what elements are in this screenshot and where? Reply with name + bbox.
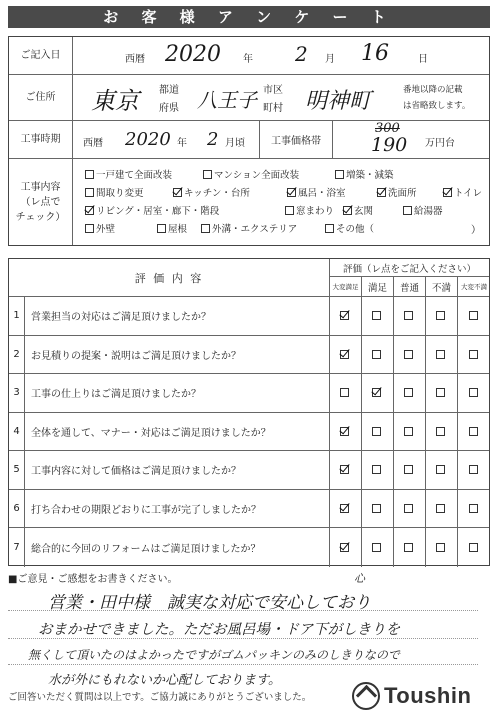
question-row (9, 451, 489, 490)
work-checkbox[interactable] (343, 206, 352, 215)
rating-cell (394, 451, 426, 489)
date-year-unit: 年 (243, 54, 253, 65)
period-row (9, 121, 489, 159)
rating-checkbox[interactable] (469, 427, 478, 436)
rating-checkbox[interactable] (404, 350, 413, 359)
rating-checkbox[interactable] (469, 350, 478, 359)
comment-line-3[interactable]: 無くして頂いたのはよかったですがゴムパッキンのみのしきりなので (28, 648, 400, 662)
work-item[interactable] (85, 203, 219, 217)
work-item[interactable] (377, 185, 417, 199)
period-month-unit: 月頃 (225, 138, 245, 149)
work-item[interactable] (343, 203, 373, 217)
date-month-unit: 月 (325, 54, 335, 65)
work-item-label: 給湯器 (414, 206, 443, 217)
price-value[interactable]: 190 (371, 134, 408, 156)
work-label (9, 159, 73, 245)
rating-cell (362, 528, 394, 567)
work-row (9, 159, 489, 245)
work-checkbox[interactable] (335, 170, 344, 179)
work-items (73, 159, 489, 245)
address-pref-bottom: 府県 (159, 103, 179, 114)
work-label-3: チェック） (15, 211, 66, 223)
rating-cell (426, 336, 458, 374)
question-number: 2 (9, 336, 25, 374)
address-row (9, 75, 489, 121)
rating-cell (426, 528, 458, 567)
survey-title: お 客 様 ア ン ケ ー ト (8, 6, 490, 28)
comment-label: ■ご意見・ご感想をお書きください。 (8, 574, 178, 585)
rating-cell (362, 413, 394, 451)
comment-correction: 心 (354, 572, 365, 585)
rating-cell (362, 297, 394, 335)
work-item-label: その他（ (336, 224, 375, 235)
question-text: 総合的に今回のリフォームはご満足頂けましたか？ (25, 528, 330, 567)
rating-header: 普通 (394, 277, 426, 296)
price-struck-value: 300 (375, 121, 400, 136)
address-city-value[interactable]: 八王子 (197, 88, 257, 112)
work-item[interactable] (157, 221, 187, 235)
rating-cell (426, 413, 458, 451)
question-row (9, 413, 489, 452)
work-checkbox[interactable] (85, 206, 94, 215)
question-row (9, 528, 489, 567)
header-content: 評 価 内 容 (9, 259, 330, 296)
rating-checkbox[interactable] (340, 388, 349, 397)
work-checkbox[interactable] (325, 224, 334, 233)
work-item-label: 風呂・浴室 (298, 188, 346, 199)
question-number: 1 (9, 297, 25, 335)
question-row (9, 490, 489, 529)
rating-checkbox[interactable] (340, 504, 349, 513)
work-item[interactable] (443, 185, 482, 199)
question-number: 3 (9, 374, 25, 412)
rating-checkbox[interactable] (404, 427, 413, 436)
info-table (8, 36, 490, 246)
rating-cell (394, 297, 426, 335)
work-checkbox[interactable] (287, 188, 296, 197)
rating-checkbox[interactable] (436, 388, 445, 397)
work-item-label: リビング・居室・廊下・階段 (96, 206, 220, 217)
address-city-bottom: 町村 (263, 103, 283, 114)
work-item-label: 間取り変更 (96, 188, 144, 199)
rating-cell (330, 413, 362, 451)
work-label-2: （レ点で (20, 196, 61, 208)
question-text: お見積りの提案・説明はご満足頂けましたか？ (25, 336, 330, 374)
work-item[interactable] (335, 167, 394, 181)
rating-checkbox[interactable] (469, 465, 478, 474)
question-text: 打ち合わせの期限どおりに工事が完了しましたか？ (25, 490, 330, 528)
work-item[interactable] (201, 221, 297, 235)
rating-cell (330, 297, 362, 335)
rating-cell (330, 490, 362, 528)
rating-checkbox[interactable] (436, 504, 445, 513)
rating-cell (458, 413, 490, 451)
question-number: 4 (9, 413, 25, 451)
rating-checkbox[interactable] (469, 504, 478, 513)
period-year-value[interactable]: 2020 (125, 129, 171, 150)
period-year-unit: 年 (177, 138, 187, 149)
rating-checkbox[interactable] (372, 543, 381, 552)
rating-cell (330, 336, 362, 374)
rating-checkbox[interactable] (372, 350, 381, 359)
rating-cell (394, 374, 426, 412)
work-item[interactable] (203, 167, 299, 181)
question-row (9, 336, 489, 375)
rating-cell (330, 528, 362, 567)
question-row (9, 297, 489, 336)
rating-checkbox[interactable] (340, 350, 349, 359)
date-era: 西暦 (125, 54, 145, 65)
work-checkbox[interactable] (285, 206, 294, 215)
question-text: 営業担当の対応はご満足頂けましたか？ (25, 297, 330, 335)
work-checkbox[interactable] (173, 188, 182, 197)
work-item[interactable] (325, 221, 374, 235)
rating-cell (394, 413, 426, 451)
price-unit: 万円台 (425, 138, 455, 149)
rating-checkbox[interactable] (372, 465, 381, 474)
evaluation-header (9, 259, 489, 297)
work-checkbox[interactable] (157, 224, 166, 233)
rating-cell (458, 451, 490, 489)
date-label: ご記入日 (9, 37, 73, 74)
rating-checkbox[interactable] (372, 311, 381, 320)
rating-header: 大変不満 (461, 283, 487, 291)
house-logo-icon (352, 682, 380, 710)
work-item-label: 玄関 (354, 206, 374, 217)
question-number: 5 (9, 451, 25, 489)
rating-cell (394, 490, 426, 528)
work-checkbox[interactable] (203, 170, 212, 179)
rating-cell (426, 297, 458, 335)
rating-cell (426, 374, 458, 412)
work-item[interactable] (85, 185, 144, 199)
work-item[interactable] (287, 185, 346, 199)
address-town-value[interactable]: 明神町 (305, 89, 372, 114)
rating-cell (426, 451, 458, 489)
work-item-label: マンション全面改装 (214, 170, 300, 181)
rating-checkbox[interactable] (469, 543, 478, 552)
work-checkbox[interactable] (377, 188, 386, 197)
rating-cell (330, 451, 362, 489)
address-city-top: 市区 (263, 85, 283, 96)
rating-checkbox[interactable] (340, 465, 349, 474)
date-year-value[interactable]: 2020 (165, 42, 221, 67)
comment-rule-3 (8, 664, 478, 665)
rating-cell (458, 374, 490, 412)
question-row (9, 374, 489, 413)
rating-cell (458, 297, 490, 335)
rating-checkbox[interactable] (404, 388, 413, 397)
work-checkbox[interactable] (443, 188, 452, 197)
rating-checkbox[interactable] (372, 388, 381, 397)
price-label: 工事価格帯 (271, 136, 321, 147)
date-row (9, 37, 489, 75)
rating-header: 大変満足 (330, 277, 362, 296)
comment-line-4[interactable]: 水が外にもれないか心配しております。 (48, 673, 281, 688)
address-pref-top: 都道 (159, 85, 179, 96)
work-checkbox[interactable] (85, 224, 94, 233)
rating-checkbox[interactable] (469, 388, 478, 397)
rating-checkbox[interactable] (340, 427, 349, 436)
rating-cell (458, 490, 490, 528)
rating-checkbox[interactable] (372, 427, 381, 436)
work-item-label: 外溝・エクステリア (212, 224, 298, 235)
rating-checkbox[interactable] (469, 311, 478, 320)
rating-checkbox[interactable] (436, 465, 445, 474)
work-item[interactable] (85, 167, 172, 181)
brand-logo (352, 682, 471, 710)
rating-header: 不満 (426, 277, 458, 296)
question-number: 7 (9, 528, 25, 567)
work-checkbox[interactable] (85, 188, 94, 197)
work-item[interactable] (285, 203, 334, 217)
rating-checkbox[interactable] (436, 350, 445, 359)
work-item-label: 洗面所 (388, 188, 417, 199)
work-item-label: 増築・減築 (346, 170, 394, 181)
price-label-cell (259, 121, 333, 158)
work-item-label: 屋根 (168, 224, 188, 235)
rating-checkbox[interactable] (436, 311, 445, 320)
work-item-label: 一戸建て全面改装 (96, 170, 173, 181)
comment-area (8, 568, 490, 686)
rating-checkbox[interactable] (404, 543, 413, 552)
rating-checkbox[interactable] (436, 427, 445, 436)
comment-line-2[interactable]: おまかせできました。ただお風呂場・ドア下がしきりを (38, 622, 401, 638)
work-item[interactable] (85, 221, 115, 235)
rating-checkbox[interactable] (340, 311, 349, 320)
work-checkbox[interactable] (403, 206, 412, 215)
rating-header: 満足 (362, 277, 394, 296)
work-label-1: 工事内容 (20, 181, 61, 193)
work-item-label: トイレ (454, 188, 483, 199)
rating-cell (394, 336, 426, 374)
address-label: ご住所 (9, 75, 73, 120)
brand-name: Toushin (384, 683, 472, 708)
work-item-label: キッチン・台所 (184, 188, 250, 199)
address-note-2: は省略致します。 (403, 101, 471, 111)
rating-checkbox[interactable] (404, 465, 413, 474)
rating-headers (330, 277, 489, 296)
rating-cell (426, 490, 458, 528)
question-text: 全体を通して、マナー・対応はご満足頂けましたか？ (25, 413, 330, 451)
period-era: 西暦 (83, 138, 103, 149)
rating-checkbox[interactable] (372, 504, 381, 513)
date-month-value[interactable]: 2 (295, 42, 308, 66)
rating-cell (362, 451, 394, 489)
address-note-1: 番地以降の記載 (403, 85, 463, 95)
rating-checkbox[interactable] (404, 504, 413, 513)
work-other-close: ） (471, 225, 481, 236)
header-rating: 評価（レ点をご記入ください） (330, 259, 489, 277)
evaluation-table (8, 258, 490, 566)
work-checkbox[interactable] (201, 224, 210, 233)
rating-cell (394, 528, 426, 567)
work-item[interactable] (403, 203, 443, 217)
address-pref-value[interactable]: 東京 (91, 87, 139, 115)
work-checkbox[interactable] (85, 170, 94, 179)
rating-cell (362, 490, 394, 528)
date-day-value[interactable]: 16 (361, 41, 389, 66)
rating-cell (458, 528, 490, 567)
rating-cell (458, 336, 490, 374)
work-item-label: 外壁 (96, 224, 116, 235)
footer-text: ご回答いただく質問は以上です。ご協力誠にありがとうございました。 (8, 692, 312, 703)
rating-cell (330, 374, 362, 412)
question-text: 工事の仕上りはご満足頂けましたか？ (25, 374, 330, 412)
work-item[interactable] (173, 185, 250, 199)
rating-cell (362, 336, 394, 374)
period-label: 工事時期 (9, 121, 73, 158)
question-number: 6 (9, 490, 25, 528)
work-item-label: 窓まわり (296, 206, 335, 217)
rating-cell (362, 374, 394, 412)
comment-line-1[interactable]: 営業・田中様 誠実な対応で安心しており (48, 593, 371, 613)
period-month-value[interactable]: 2 (207, 129, 219, 150)
rating-checkbox[interactable] (436, 543, 445, 552)
date-day-unit: 日 (418, 54, 428, 65)
rating-checkbox[interactable] (340, 543, 349, 552)
rating-checkbox[interactable] (404, 311, 413, 320)
question-text: 工事内容に対して価格はご満足頂けましたか？ (25, 451, 330, 489)
